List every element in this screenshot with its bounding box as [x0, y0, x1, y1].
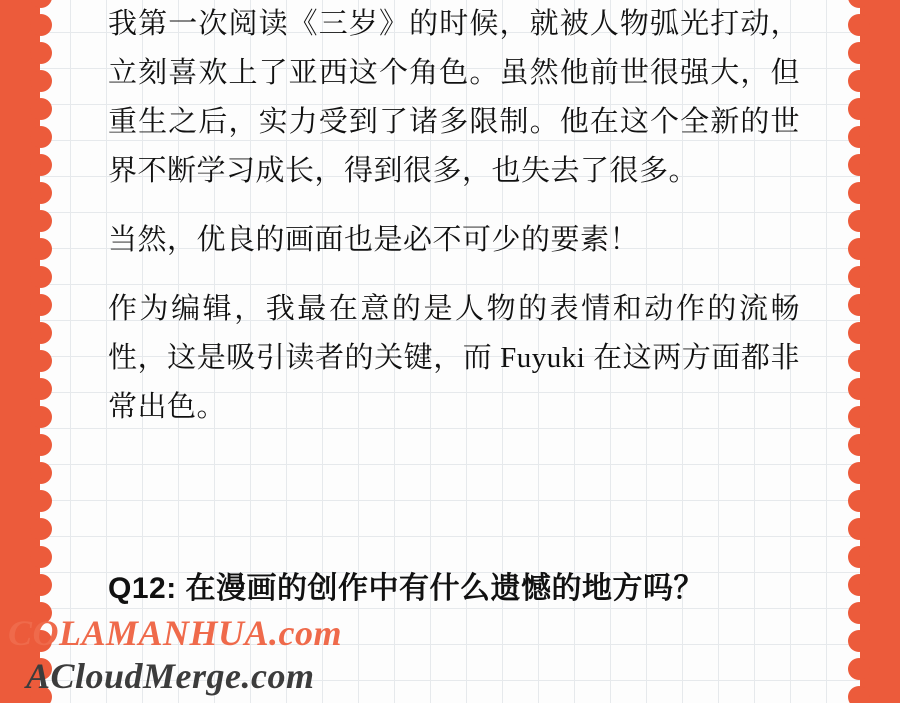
scallop-dot [848, 490, 870, 512]
scallop-dot [30, 658, 52, 680]
scallop-dot [30, 490, 52, 512]
scallop-dot [30, 0, 52, 8]
right-scalloped-edge [848, 0, 870, 703]
scallop-dot [30, 462, 52, 484]
scallop-dot [848, 266, 870, 288]
scallop-dot [30, 322, 52, 344]
scallop-dot [848, 434, 870, 456]
scallop-dot [30, 70, 52, 92]
scallop-dot [848, 322, 870, 344]
scallop-dot [30, 154, 52, 176]
scallop-dot [30, 602, 52, 624]
scallop-dot [848, 182, 870, 204]
scallop-dot [30, 238, 52, 260]
scallop-dot [30, 518, 52, 540]
scallop-dot [848, 658, 870, 680]
scallop-dot [848, 70, 870, 92]
scallop-dot [30, 42, 52, 64]
left-scalloped-edge [30, 0, 52, 703]
scallop-dot [30, 98, 52, 120]
scallop-dot [30, 686, 52, 703]
scallop-dot [848, 574, 870, 596]
scallop-dot [30, 574, 52, 596]
scallop-dot [30, 378, 52, 400]
scallop-dot [848, 294, 870, 316]
scallop-dot [848, 406, 870, 428]
scallop-dot [30, 182, 52, 204]
scallop-dot [848, 602, 870, 624]
scallop-dot [848, 154, 870, 176]
scallop-dot [848, 462, 870, 484]
scallop-dot [30, 14, 52, 36]
scallop-dot [30, 546, 52, 568]
scallop-dot [30, 434, 52, 456]
scallop-dot [848, 350, 870, 372]
paragraph-3: 作为编辑，我最在意的是人物的表情和动作的流畅性，这是吸引读者的关键，而 Fuyuki 在这两方面都非常出色。 [108, 293, 800, 423]
watermark-primary: COLAMANHUA.com [8, 613, 343, 653]
paragraph-2: 当然，优良的画面也是必不可少的要素！ [108, 224, 640, 256]
scallop-dot [848, 546, 870, 568]
scallop-dot [848, 42, 870, 64]
watermark-secondary: ACloudMerge.com [26, 656, 315, 696]
paragraph-1: 我第一次阅读《三岁》的时候，就被人物弧光打动，立刻喜欢上了亚西这个角色。虽然他前世很强大，但重生之后，实力受到了诸多限制。他在这个全新的世界不断学习成长，得到很多，也失去了很多。 [108, 8, 800, 187]
scallop-dot [848, 98, 870, 120]
scallop-dot [848, 378, 870, 400]
scallop-dot [848, 238, 870, 260]
scallop-dot [30, 406, 52, 428]
scallop-dot [848, 210, 870, 232]
scallop-dot [30, 630, 52, 652]
scallop-dot [848, 126, 870, 148]
scallop-dot [30, 210, 52, 232]
scallop-dot [30, 266, 52, 288]
scallop-dot [848, 630, 870, 652]
scallop-dot [848, 686, 870, 703]
scallop-dot [30, 350, 52, 372]
question-heading: Q12: 在漫画的创作中有什么遗憾的地方吗？ [108, 572, 705, 605]
scallop-dot [848, 518, 870, 540]
scallop-dot [848, 0, 870, 8]
scallop-dot [30, 294, 52, 316]
article-body [108, 0, 800, 452]
scallop-dot [848, 14, 870, 36]
scallop-dot [30, 126, 52, 148]
